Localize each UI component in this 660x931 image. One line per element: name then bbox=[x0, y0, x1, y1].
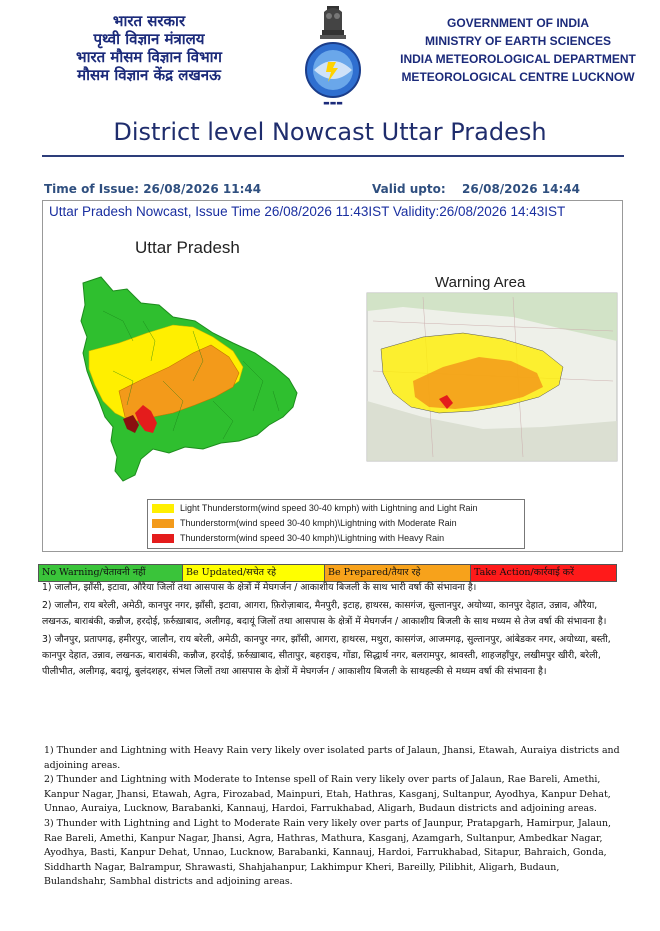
english-paragraph-2: 2) Thunder and Lightning with Moderate to Intense spell of Rain very likely over parts of Jalaun, Rae Bareli, Amethi, Kanpur Nagar, Jhansi, Etawah, Agra, Firozabad, Mainpuri, Etah, Hathras, Kasganj, Sultanpur, Ayodhya, Kanpur Dehat, Unnao, Auraiya, Lucknow, Barabanki, Kannauj, Hardoi, Farrukhabad, Aligarh, Budaun districts and adjoining areas. bbox=[44, 774, 611, 815]
status-no-warning: No Warning/चेतावनी नहीं bbox=[39, 565, 183, 581]
nowcast-map-graphic bbox=[43, 221, 622, 517]
hindi-paragraph-3: 3) जौनपुर, प्रतापगढ़, हमीरपुर, जालौन, राय बरेली, अमेठी, कानपुर नगर, झाँसी, आगरा, हाथरस, मथुरा, कासगंज, आजमगढ़, सुल्तानपुर, आंबेडकर नगर, अयोध्या, बस्ती, कानपुर देहात, उन्नाव, लखनऊ, बाराबंकी, कन्नौज, हरदोई, फ़र्रुख़ाबाद, सीतापुर, बहराइच, गोंडा, सिद्धार्थ नगर, बलरामपुर, श्रावस्ती, शाहजहाँपुर, लखीमपुर खीरी, बरेली, पीलीभीत, अलीगढ़, बदायूं, बुलंदशहर, संभल जिलों तथा आसपास के क्षेत्रों में मेघगर्जन / आकाशीय बिजली के साथहल्की से मध्यम वर्षा की संभावना है। bbox=[42, 634, 611, 677]
map-caption: Uttar Pradesh Nowcast, Issue Time 26/08/2026 11:43IST Validity:26/08/2026 14:43IST bbox=[49, 204, 566, 219]
english-paragraph-1: 1) Thunder and Lightning with Heavy Rain very likely over isolated parts of Jalaun, Jhansi, Etawah, Auraiya districts and adjoining areas. bbox=[44, 745, 620, 771]
status-take-action: Take Action/कार्रवाई करें bbox=[471, 565, 616, 581]
nowcast-map-panel bbox=[42, 200, 623, 552]
hindi-paragraph-1: 1) जालौन, झाँसी, इटावा, औरैया जिलों तथा आसपास के क्षेत्रों में मेघगर्जन / आकाशीय बिजली के साथ भारी वर्षा की संभावना है। bbox=[42, 582, 477, 593]
legend-swatch-yellow bbox=[152, 504, 174, 513]
hindi-forecast-text bbox=[42, 580, 622, 682]
svg-text:▬▬▬: ▬▬▬ bbox=[323, 99, 343, 107]
header-hindi-line-3: भारत मौसम विज्ञान विभाग bbox=[76, 48, 222, 66]
legend-swatch-orange bbox=[152, 519, 174, 528]
time-of-issue-value: 26/08/2026 11:44 bbox=[143, 182, 262, 196]
legend-label-light: Light Thunderstorm(wind speed 30-40 kmph) with Lightning and Light Rain bbox=[180, 503, 478, 513]
header-english-line-1: GOVERNMENT OF INDIA bbox=[446, 16, 589, 30]
legend-label-heavy: Thunderstorm(wind speed 30-40 kmph)\Lightning with Heavy Rain bbox=[180, 533, 445, 543]
valid-upto-label: Valid upto: bbox=[372, 182, 446, 196]
time-of-issue-label: Time of Issue: bbox=[44, 182, 139, 196]
header-english-block bbox=[398, 14, 638, 86]
legend-item-moderate bbox=[152, 518, 457, 532]
title-underline bbox=[42, 155, 624, 157]
valid-upto bbox=[372, 182, 580, 196]
hindi-paragraph-2: 2) जालौन, राय बरेली, अमेठी, कानपुर नगर, झाँसी, इटावा, आगरा, फ़िरोज़ाबाद, मैनपुरी, इटाह, हाथरस, कासगंज, सुल्तानपुर, अयोध्या, कानपुर देहात, उन्नाव, औरैया, लखनऊ, बाराबंकी, कन्नौज, हरदोई, फ़र्रुख़ाबाद, अलीगढ़, बदायूं जिलों तथा आसपास के क्षेत्रों में मेघगर्जन / आकाशीय बिजली के साथ मध्यम से तेज वर्षा की संभावना है। bbox=[42, 600, 607, 627]
header-english-line-4: METEOROLOGICAL CENTRE LUCKNOW bbox=[401, 70, 635, 84]
english-paragraph-3: 3) Thunder with Lightning and Light to Moderate Rain very likely over parts of Jaunpur, Pratapgarh, Hamirpur, Jalaun, Rae Bareli, Amethi, Kanpur Nagar, Jhansi, Agra, Hathras, Mathura, Kasganj, Azamgarh, Sultanpur, Ambedkar Nagar, Ayodhya, Basti, Kanpur Dehat, Unnao, Lucknow, Barabanki, Kannauj, Hardoi, Farrukhabad, Sitapur, Bahraich, Gonda, Siddharth Nagar, Balrampur, Shrawasti, Shahjahanpur, Lakhimpur Kheri, Bareilly, Pilibhit, Aligarh, Budaun, Bulandshahr, Sambhal districts and adjoining areas. bbox=[44, 817, 611, 888]
header-hindi-line-1: भारत सरकार bbox=[112, 12, 186, 30]
ashoka-emblem-imd-logo-icon bbox=[300, 4, 366, 108]
legend-item-heavy bbox=[152, 533, 444, 547]
map-state-label: Uttar Pradesh bbox=[135, 238, 240, 257]
legend-item-light bbox=[152, 503, 478, 517]
legend-swatch-red bbox=[152, 534, 174, 543]
status-be-updated: Be Updated/सचेत रहे bbox=[183, 565, 325, 581]
inset-label: Warning Area bbox=[435, 274, 526, 291]
status-be-prepared: Be Prepared/तैयार रहे bbox=[325, 565, 471, 581]
header-english-line-3: INDIA METEOROLOGICAL DEPARTMENT bbox=[400, 52, 636, 66]
english-forecast-text bbox=[44, 744, 624, 890]
header-hindi-line-2: पृथ्वी विज्ञान मंत्रालय bbox=[93, 30, 205, 48]
header-english-line-2: MINISTRY OF EARTH SCIENCES bbox=[424, 34, 612, 48]
legend-label-moderate: Thunderstorm(wind speed 30-40 kmph)\Lightning with Moderate Rain bbox=[180, 518, 457, 528]
page-title: District level Nowcast Uttar Pradesh bbox=[113, 118, 547, 146]
valid-upto-value: 26/08/2026 14:44 bbox=[462, 182, 580, 196]
header-hindi-block bbox=[58, 12, 240, 84]
map-legend bbox=[147, 499, 525, 549]
time-of-issue bbox=[44, 182, 261, 196]
header-hindi-line-4: मौसम विज्ञान केंद्र लखनऊ bbox=[77, 66, 221, 84]
